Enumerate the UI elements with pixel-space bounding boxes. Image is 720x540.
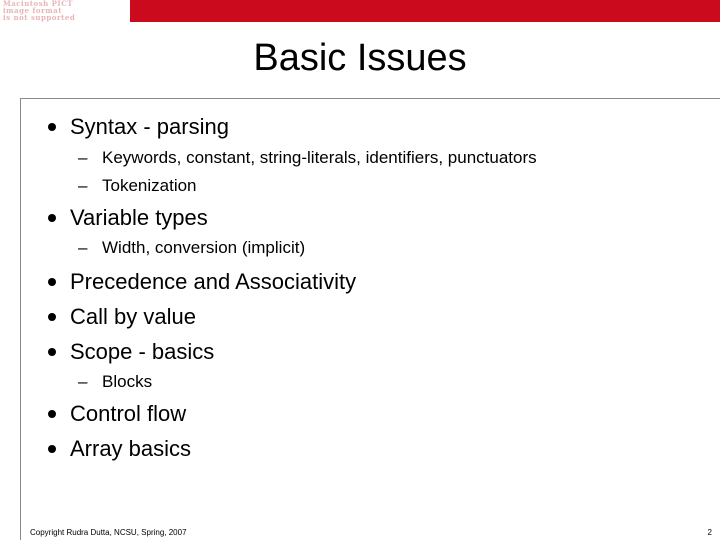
sub-item-text: Keywords, constant, string-literals, identifiers, punctuators	[102, 148, 537, 167]
bullet-text: Precedence and Associativity	[70, 269, 357, 294]
bullet-text: Array basics	[70, 436, 192, 461]
bullet-icon	[48, 348, 56, 356]
bullet-icon	[48, 123, 56, 131]
bullet-text: Call by value	[70, 304, 196, 329]
bullet-icon	[48, 214, 56, 222]
page-number: 2	[707, 528, 712, 537]
dash-icon: –	[78, 176, 88, 195]
bullet-text: Scope - basics	[70, 339, 215, 364]
sub-item-text: Tokenization	[102, 176, 197, 195]
dash-icon: –	[78, 372, 88, 391]
bullet-icon	[48, 313, 56, 321]
bullet-icon	[48, 278, 56, 286]
bullet-text: Variable types	[70, 205, 208, 230]
footer-copyright: Copyright Rudra Dutta, NCSU, Spring, 2007	[30, 528, 187, 537]
logo-line-3: is not supported	[3, 13, 76, 22]
bullet-text: Control flow	[70, 401, 187, 426]
sub-item-text: Blocks	[102, 372, 153, 391]
sub-item-text: Width, conversion (implicit)	[102, 238, 306, 257]
bullet-text: Syntax - parsing	[70, 114, 229, 139]
slide-title: Basic Issues	[253, 37, 467, 79]
logo-line-2: image format	[3, 6, 62, 15]
pict-placeholder-logo	[0, 0, 130, 22]
dash-icon: –	[78, 238, 88, 257]
bullet-icon	[48, 410, 56, 418]
logo-line-1: Macintosh PICT	[3, 0, 73, 8]
bullet-icon	[48, 445, 56, 453]
dash-icon: –	[78, 148, 88, 167]
